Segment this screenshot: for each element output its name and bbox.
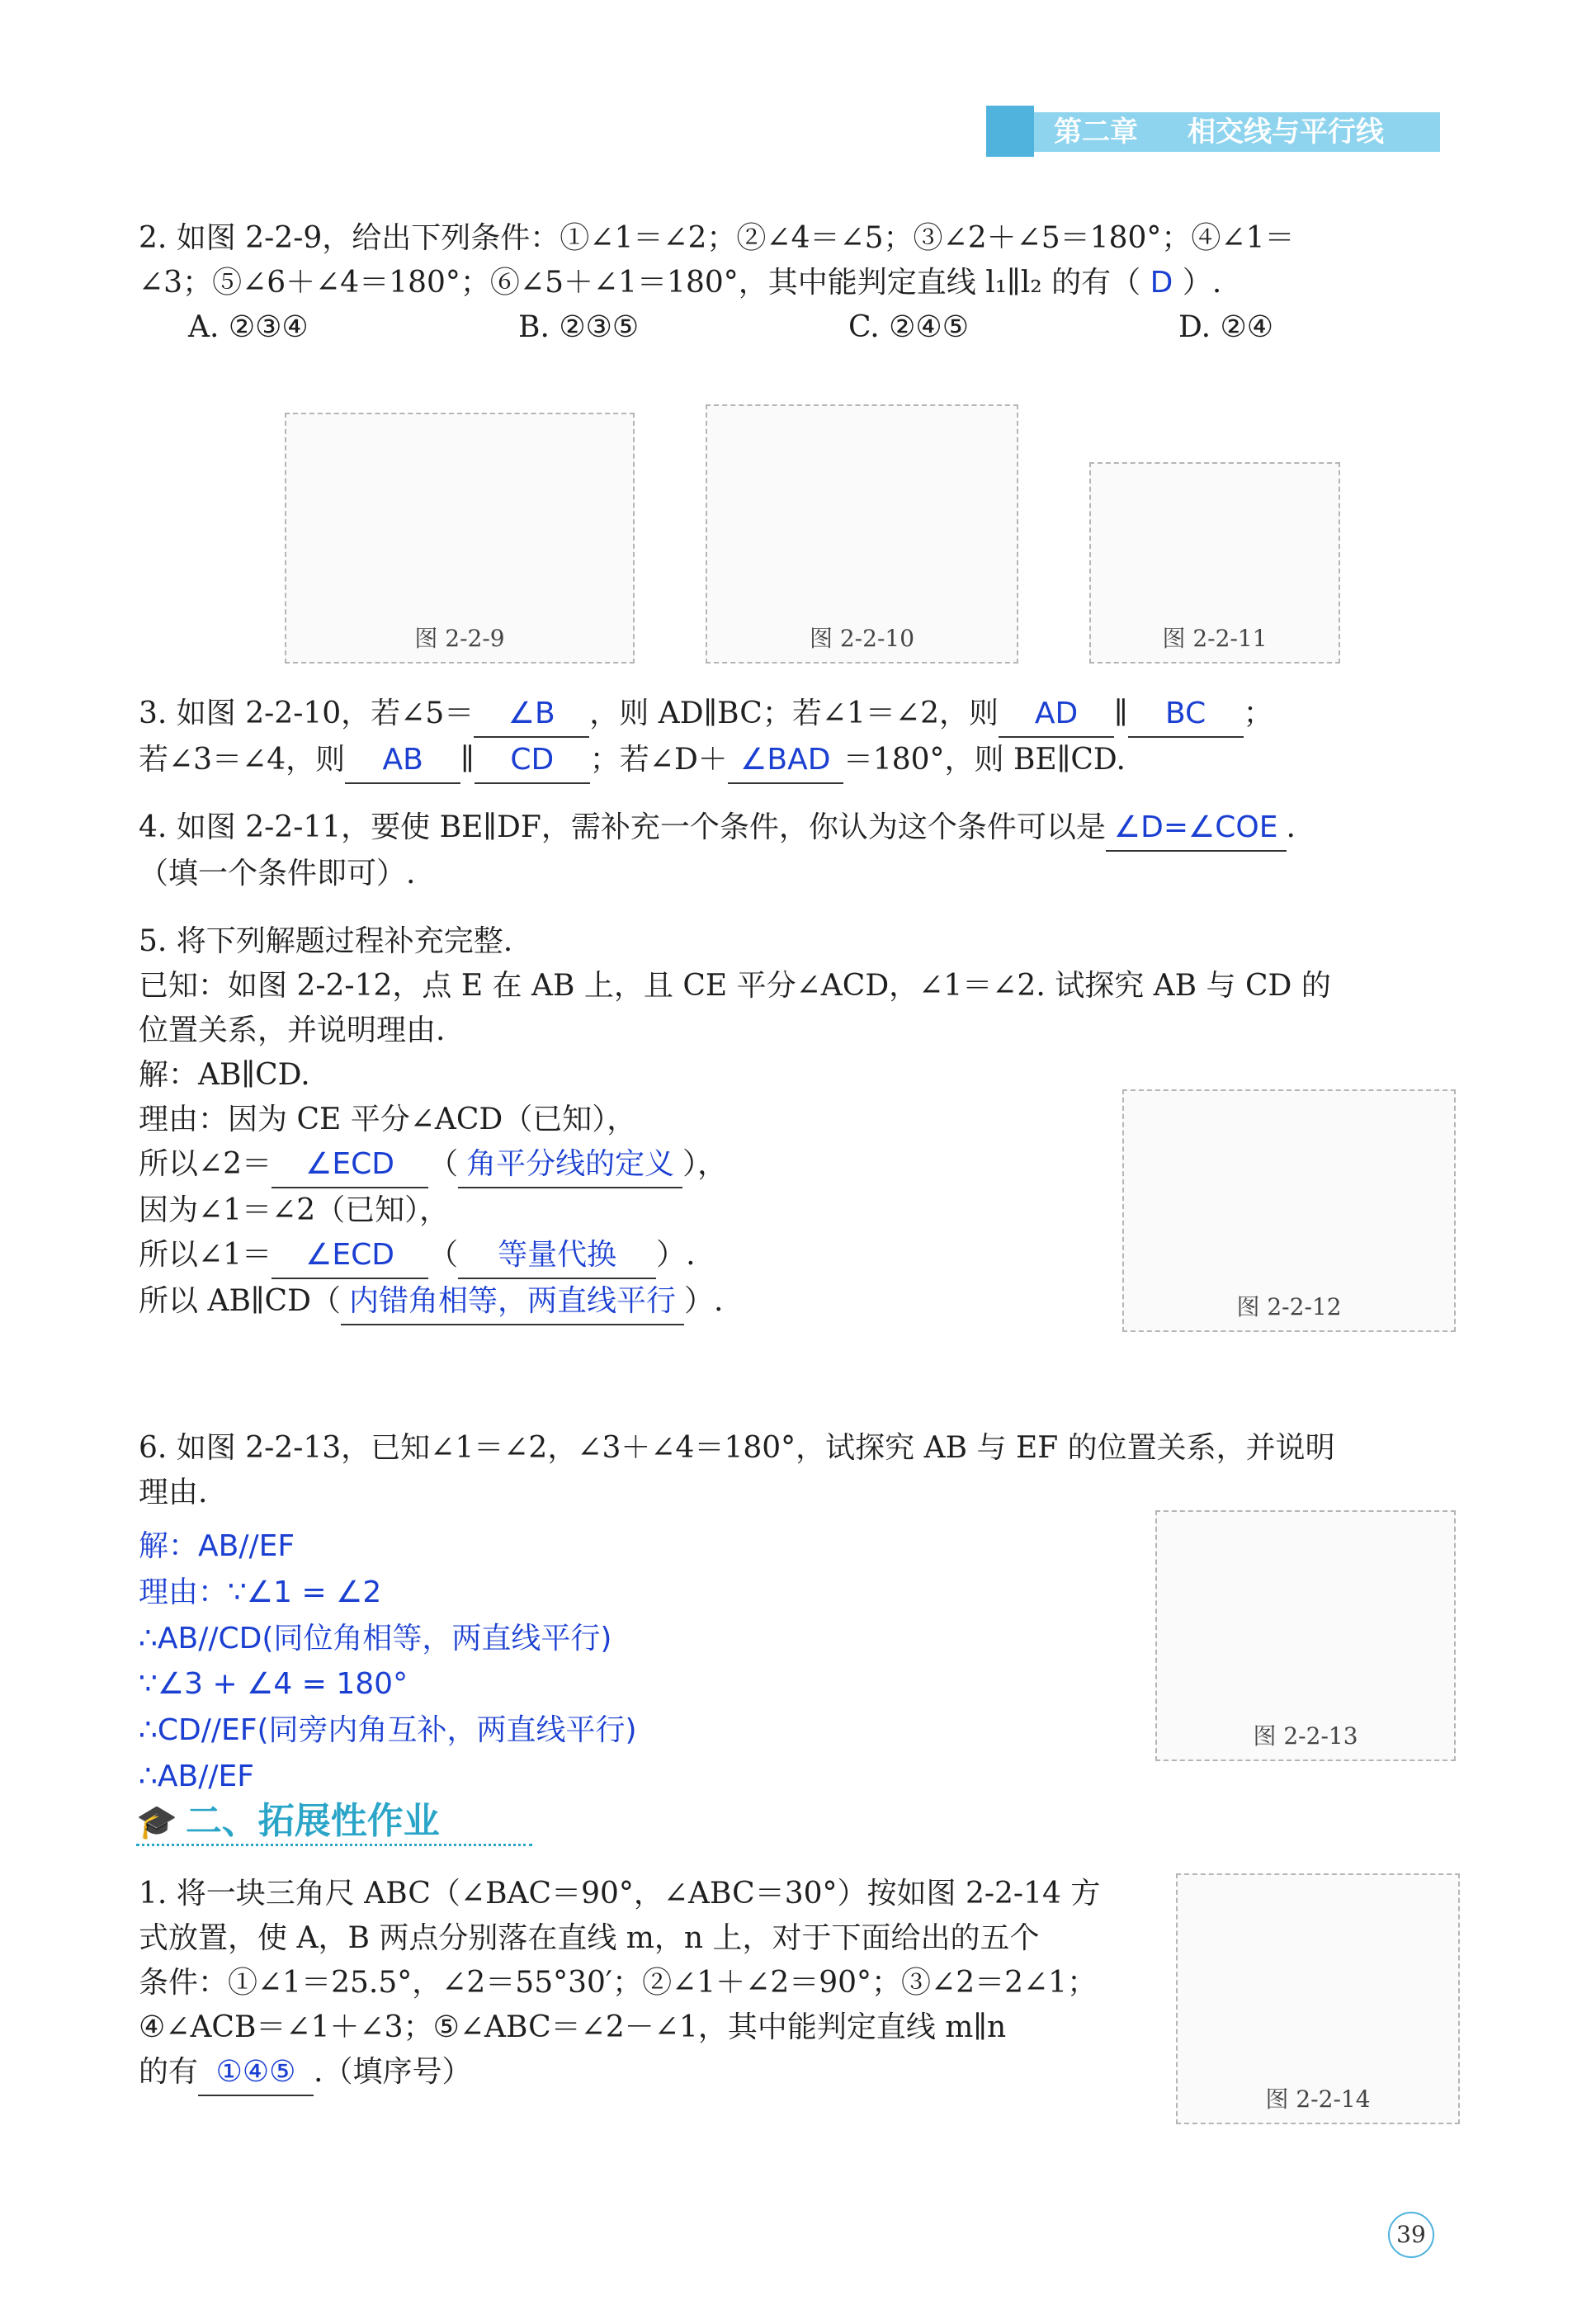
- q5-reason-1: 理由：因为 CE 平分∠ACD（已知），: [139, 1103, 637, 1136]
- q5-text: 所以∠2＝: [139, 1147, 272, 1181]
- q5-solution: 解：AB∥CD.: [139, 1058, 310, 1092]
- q5-blank-reason-3: 内错角相等，两直线平行: [341, 1279, 684, 1325]
- q5-text: 所以∠1＝: [139, 1238, 272, 1272]
- q5-reason-3: 因为∠1＝∠2（已知），: [139, 1193, 450, 1227]
- choice-b: B. ②③⑤: [518, 310, 640, 344]
- q4-text: .: [1286, 810, 1296, 844]
- q3-text: ；: [1243, 697, 1273, 730]
- chapter-title: 相交线与平行线: [1188, 116, 1384, 149]
- figure-2-2-11: [1089, 462, 1340, 664]
- q6-line-1: 6. 如图 2-2-13，已知∠1＝∠2，∠3＋∠4＝180°，试探究 AB 与 EF 的位置关系，并说明: [139, 1431, 1335, 1465]
- q5-reason-4: [139, 1233, 1112, 1279]
- section-title: 二、拓展性作业: [185, 1800, 440, 1842]
- q3-blank-2: AD: [999, 692, 1114, 738]
- q5-blank-angle-1: ∠ECD: [272, 1142, 428, 1188]
- q3-text: ；若∠D＋: [589, 743, 728, 777]
- q6-solution: [139, 1523, 1046, 1800]
- q3-text: ∥: [1114, 697, 1128, 730]
- figure-caption: 图 2-2-14: [1265, 2085, 1371, 2113]
- q3-line-1: [139, 692, 1451, 738]
- question-4: [139, 805, 1451, 896]
- chapter-label: 第二章: [1054, 116, 1138, 149]
- figure-caption: 图 2-2-9: [414, 625, 505, 652]
- q3-text: ＝180°，则 BE∥CD.: [843, 743, 1126, 777]
- q5-given-1: 已知：如图 2-2-12，点 E 在 AB 上，且 CE 平分∠ACD，∠1＝∠2. 试探究 AB 与 CD 的: [139, 969, 1331, 1003]
- choice-a: A. ②③④: [188, 310, 309, 344]
- e1-line-1: 1. 将一块三角尺 ABC（∠BAC＝90°，∠ABC＝30°）按如图 2-2-14 方: [139, 1877, 1101, 1911]
- e1-line-4: ④∠ACB＝∠1＋∠3；⑤∠ABC＝∠2－∠1，其中能判定直线 m∥n: [139, 2010, 1007, 2044]
- q5-text: ）.: [683, 1284, 724, 1318]
- e1-line-5: [139, 2050, 1162, 2096]
- question-3: [139, 692, 1451, 784]
- q2-line-2-text: ∠3；⑤∠6＋∠4＝180°；⑥∠5＋∠1＝180°，其中能判定直线 l₁∥l₂ 的有（: [139, 266, 1141, 300]
- q5-blank-reason-1: 角平分线的定义: [458, 1142, 682, 1188]
- q3-text: ，则 AD∥BC；若∠1＝∠2，则: [589, 697, 999, 730]
- chapter-header: [986, 106, 1448, 157]
- q6-solution-line: ∴CD//EF(同旁内角互补，两直线平行): [139, 1713, 637, 1748]
- q5-text: ）.: [656, 1238, 696, 1272]
- figure-2-2-9: [285, 413, 635, 664]
- q5-reason-5: [139, 1279, 1112, 1325]
- question-2: [139, 216, 1451, 350]
- q6-solution-line: 理由：∵∠1 = ∠2: [139, 1575, 382, 1609]
- q5-blank-angle-2: ∠ECD: [272, 1233, 428, 1279]
- q2-choices: [188, 305, 1451, 350]
- q5-blank-reason-2: 等量代换: [458, 1233, 656, 1279]
- q6-solution-line: 解：AB//EF: [139, 1529, 295, 1563]
- figure-caption: 图 2-2-11: [1162, 625, 1268, 652]
- q2-line-2: [139, 261, 1451, 305]
- q5-text: （: [428, 1238, 459, 1272]
- q3-blank-5: CD: [475, 738, 590, 784]
- question-5: [139, 919, 1331, 1325]
- q4-text: 4. 如图 2-2-11，要使 BE∥DF，需补充一个条件，你认为这个条件可以是: [139, 810, 1106, 844]
- figure-2-2-13: [1155, 1510, 1456, 1761]
- e1-blank: ①④⑤: [198, 2050, 314, 2096]
- q3-blank-1: ∠B: [474, 692, 589, 738]
- q5-text: （: [428, 1147, 459, 1181]
- e1-text: 的有: [139, 2055, 199, 2089]
- figure-caption: 图 2-2-12: [1236, 1293, 1342, 1320]
- figure-2-2-12: [1122, 1089, 1456, 1332]
- e1-line-3: 条件：①∠1＝25.5°，∠2＝55°30′；②∠1＋∠2＝90°；③∠2＝2∠1；: [139, 1966, 1098, 2000]
- q3-text: 若∠3＝∠4，则: [139, 743, 346, 777]
- figure-caption: 图 2-2-13: [1253, 1722, 1358, 1750]
- section-underline: [136, 1844, 532, 1846]
- q2-answer: D: [1150, 266, 1173, 300]
- q6-line-2: 理由.: [139, 1476, 208, 1509]
- q5-text: ），: [682, 1147, 728, 1181]
- q3-text: ∥: [460, 743, 475, 777]
- question-6: [139, 1426, 1451, 1515]
- figure-2-2-14: [1176, 1873, 1460, 2124]
- extension-question-1: [139, 1872, 1162, 2096]
- q6-solution-line: ∴AB//EF: [139, 1759, 254, 1793]
- q5-text: 所以 AB∥CD（: [139, 1284, 341, 1318]
- e1-line-2: 式放置，使 A，B 两点分别落在直线 m，n 上，对于下面给出的五个: [139, 1921, 1040, 1955]
- q5-given-2: 位置关系，并说明理由.: [139, 1013, 446, 1047]
- page-number: 39: [1388, 2212, 1434, 2258]
- chapter-cube-icon: [986, 106, 1034, 157]
- q3-blank-6: ∠BAD: [728, 738, 843, 784]
- q3-blank-4: AB: [345, 738, 460, 784]
- q5-reason-2: [139, 1142, 1112, 1188]
- q3-line-2: [139, 738, 1451, 784]
- chapter-banner: [1021, 112, 1440, 152]
- q2-line-2-end: ）.: [1182, 266, 1222, 300]
- q4-blank: ∠D=∠COE: [1106, 805, 1287, 852]
- choice-c: C. ②④⑤: [848, 310, 969, 344]
- figure-2-2-10: [706, 404, 1018, 664]
- figure-caption: 图 2-2-10: [809, 625, 915, 652]
- q3-text: 3. 如图 2-2-10，若∠5＝: [139, 697, 475, 730]
- section-heading: [136, 1791, 440, 1844]
- q3-blank-3: BC: [1128, 692, 1244, 738]
- q2-line-1: 2. 如图 2-2-9，给出下列条件：①∠1＝∠2；②∠4＝∠5；③∠2＋∠5＝180°；④∠1＝: [139, 221, 1295, 255]
- graduation-cap-icon: 🎓: [136, 1803, 177, 1841]
- choice-d: D. ②④: [1178, 310, 1274, 344]
- q4-line-2: （填一个条件即可）.: [139, 857, 416, 890]
- q6-solution-line: ∴AB//CD(同位角相等，两直线平行): [139, 1621, 612, 1656]
- q4-line-1: [139, 805, 1451, 852]
- e1-text: .（填序号）: [314, 2055, 472, 2089]
- q5-title: 5. 将下列解题过程补充完整.: [139, 924, 513, 958]
- q6-solution-line: ∵∠3 + ∠4 = 180°: [139, 1667, 408, 1702]
